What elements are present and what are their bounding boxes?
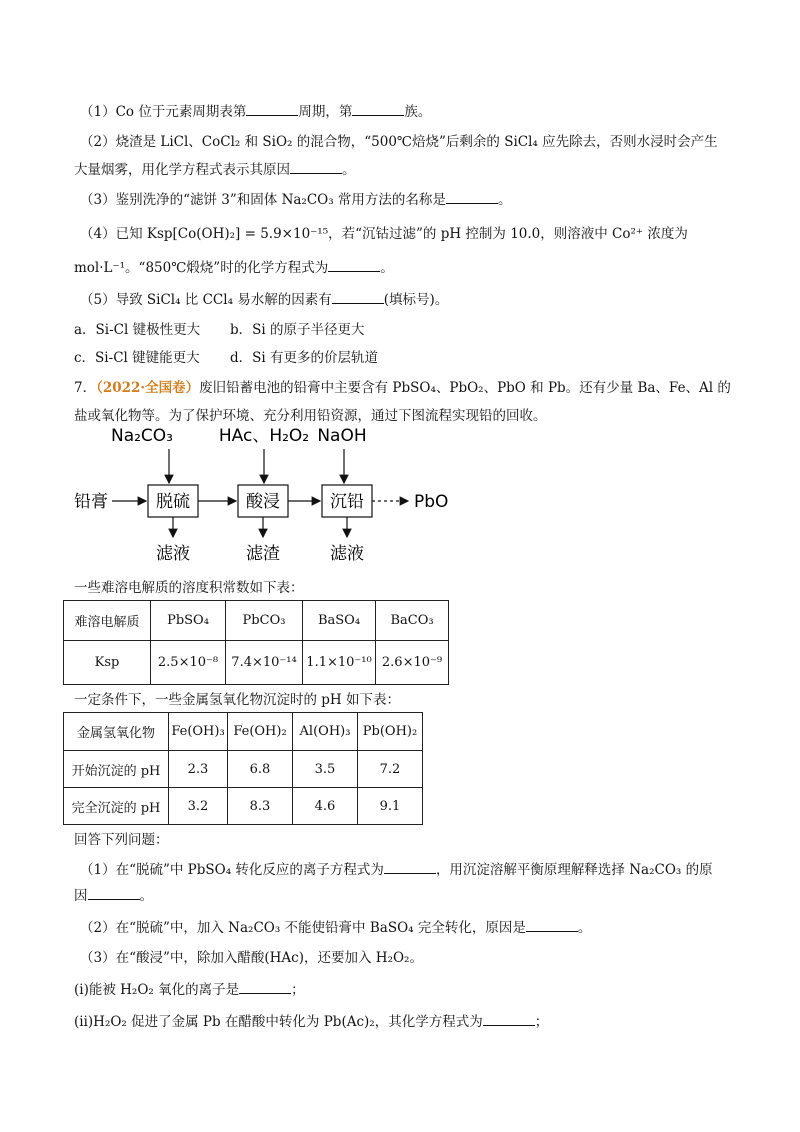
output-label: 滤液 xyxy=(156,544,190,564)
answer-blank[interactable] xyxy=(239,981,291,994)
option-c: c．Si-Cl 键键能更大 xyxy=(74,350,200,366)
flow-product-label: PbO xyxy=(414,492,449,512)
q6-part5: （5）导致 SiCl₄ 比 CCl₄ 易水解的因素有 (填标号)。 xyxy=(80,292,449,308)
table-header-cell: Fe(OH)₂ xyxy=(228,713,293,751)
process-step-label: 脱硫 xyxy=(156,492,190,512)
q6-part3: （3）鉴别洗净的“滤饼 3”和固体 Na₂CO₃ 常用方法的名称是 。 xyxy=(80,192,512,208)
table1-caption: 一些难溶电解质的溶度积常数如下表： xyxy=(74,580,304,596)
table-header-cell: 金属氢氧化物 xyxy=(64,713,169,751)
q7-sub3-i: (ⅰ)能被 H₂O₂ 氧化的离子是 ； xyxy=(74,982,305,998)
flow-start-label: 铅膏 xyxy=(74,492,108,512)
table-row-label: 开始沉淀的 pH xyxy=(64,751,169,788)
table-cell: 4.6 xyxy=(293,788,358,825)
table-cell: 7.4×10⁻¹⁴ xyxy=(226,641,303,685)
table-row-label: 完全沉淀的 pH xyxy=(64,788,169,825)
answer-blank[interactable] xyxy=(290,161,342,174)
q7-sub2: （2）在“脱硫”中，加入 Na₂CO₃ 不能使铅膏中 BaSO₄ 完全转化，原因是 。 xyxy=(80,920,592,936)
answer-blank[interactable] xyxy=(88,887,140,900)
answer-blank[interactable] xyxy=(328,259,380,272)
table-cell: 9.1 xyxy=(358,788,423,825)
table-header-cell: PbSO₄ xyxy=(151,601,226,641)
table-header-row xyxy=(64,601,449,641)
table-cell: 3.5 xyxy=(293,751,358,788)
process-step-label: 酸浸 xyxy=(246,492,280,512)
option-b: b．Si 的原子半径更大 xyxy=(230,322,365,338)
table-header-cell: 难溶电解质 xyxy=(64,601,151,641)
q7-intro-cont: 盐或氧化物等。为了保护环境、充分利用铅资源，通过下图流程实现铅的回收。 xyxy=(74,408,547,424)
answer-blank[interactable] xyxy=(332,291,384,304)
q6-part2-cont: 大量烟雾，用化学方程式表示其原因 。 xyxy=(74,162,356,178)
ksp-table xyxy=(63,600,449,685)
table-header-cell: Al(OH)₃ xyxy=(293,713,358,751)
table-cell: 2.6×10⁻⁹ xyxy=(376,641,449,685)
process-flow-diagram xyxy=(74,425,494,565)
reagent-label: HAc、H₂O₂ xyxy=(218,426,310,446)
table-cell: 2.3 xyxy=(169,751,228,788)
option-d: d．Si 有更多的价层轨道 xyxy=(230,350,378,366)
answer-blank[interactable] xyxy=(526,919,578,932)
q6-part4-cont: mol·L⁻¹。“850℃煅烧”时的化学方程式为 。 xyxy=(74,260,394,276)
table-row xyxy=(64,788,423,825)
output-label: 滤液 xyxy=(330,544,364,564)
q6-part2: （2）烧渣是 LiCl、CoCl₂ 和 SiO₂ 的混合物，“500℃焙烧”后剩余的 SiCl₄ 应先除去，否则水浸时会产生 xyxy=(80,134,718,150)
answer-blank[interactable] xyxy=(446,191,498,204)
table-cell: 8.3 xyxy=(228,788,293,825)
answer-blank[interactable] xyxy=(246,103,298,116)
table-cell: 1.1×10⁻¹⁰ xyxy=(303,641,376,685)
answer-blank[interactable] xyxy=(352,103,404,116)
answer-prompt: 回答下列问题： xyxy=(74,832,169,848)
table-header-cell: Fe(OH)₃ xyxy=(169,713,228,751)
table-header-cell: BaCO₃ xyxy=(376,601,449,641)
table-cell: 6.8 xyxy=(228,751,293,788)
table-header-cell: BaSO₄ xyxy=(303,601,376,641)
q6-part4: （4）已知 Ksp[Co(OH)₂] = 5.9×10⁻¹⁵，若“沉钴过滤”的 pH 控制为 10.0，则溶液中 Co²⁺ 浓度为 xyxy=(80,226,688,242)
table-row xyxy=(64,751,423,788)
reagent-label: Na₂CO₃ xyxy=(110,426,174,446)
ph-table xyxy=(63,712,423,825)
q7-sub3-ii: (ⅱ)H₂O₂ 促进了金属 Pb 在醋酸中转化为 Pb(Ac)₂，其化学方程式为 ； xyxy=(74,1014,549,1030)
answer-blank[interactable] xyxy=(384,861,436,874)
table-cell: 2.5×10⁻⁸ xyxy=(151,641,226,685)
reagent-label: NaOH xyxy=(317,426,367,446)
table-header-row xyxy=(64,713,423,751)
table2-caption: 一定条件下，一些金属氢氧化物沉淀时的 pH 如下表： xyxy=(74,692,400,708)
q6-part1: （1）Co 位于元素周期表第 周期，第 族。 xyxy=(80,104,432,120)
q7-intro: 7．（2022·全国卷）废旧铅蓄电池的铅膏中主要含有 PbSO₄、PbO₂、PbO 和 Pb。还有少量 Ba、Fe、Al 的 xyxy=(74,380,731,396)
option-a: a．Si-Cl 键极性更大 xyxy=(74,322,201,338)
q7-sub1: （1）在“脱硫”中 PbSO₄ 转化反应的离子方程式为 ，用沉淀溶解平衡原理解释选择 Na₂CO₃ 的原 xyxy=(80,862,713,878)
process-step-label: 沉铅 xyxy=(330,492,364,512)
answer-blank[interactable] xyxy=(483,1013,535,1026)
table-row-label: Ksp xyxy=(64,641,151,685)
q7-sub3: （3）在“酸浸”中，除加入醋酸(HAc)，还要加入 H₂O₂。 xyxy=(80,950,423,966)
question-source: （2022·全国卷） xyxy=(96,380,200,396)
table-header-cell: PbCO₃ xyxy=(226,601,303,641)
output-label: 滤渣 xyxy=(246,544,280,564)
table-cell: 3.2 xyxy=(169,788,228,825)
table-cell: 7.2 xyxy=(358,751,423,788)
q7-sub1-cont: 因 。 xyxy=(74,888,153,904)
table-header-cell: Pb(OH)₂ xyxy=(358,713,423,751)
table-row xyxy=(64,641,449,685)
